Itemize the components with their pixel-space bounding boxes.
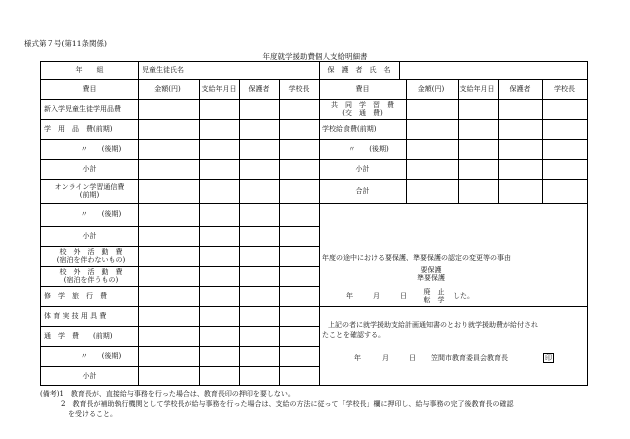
- change-month: 月: [373, 291, 380, 300]
- row-commute-first: 通 学 費 (前期): [44, 331, 113, 340]
- student-name-label: 児童生徒氏名: [142, 66, 184, 75]
- note-line-3: を受けること。: [40, 410, 117, 419]
- row-online-second: 〃 (後期): [80, 210, 122, 219]
- change-day: 日: [400, 291, 407, 300]
- row-new-enrollment: 新入学児童生徒学用品費: [44, 104, 121, 113]
- col-paydate-left: 支給年月日: [201, 84, 237, 93]
- col-item-left: 費目: [82, 84, 97, 93]
- allowance-table: [40, 61, 588, 386]
- row-joint-learning: [319, 99, 406, 119]
- row-online-first-label: オンライン学習通信費: [54, 182, 125, 191]
- row-subtotal-2: 小計: [82, 231, 97, 240]
- change-status: [401, 264, 461, 284]
- col-paydate-right: 支給年月日: [459, 84, 495, 93]
- row-joint-learning-sub: (交 通 費): [342, 109, 383, 117]
- confirm-text-1: 上記の者に就学援助支給計画通知書のとおり就学援助費が給付され: [328, 320, 538, 329]
- row-joint-learning-label: 共 同 学 習 費: [331, 100, 394, 109]
- confirm-day: 日: [409, 353, 416, 362]
- form-label: 様式第７号(第11条関係): [24, 39, 107, 48]
- row-pe-equipment: 体 育 実 技 用 具 費: [44, 311, 107, 320]
- change-year: 年: [346, 291, 353, 300]
- confirm-issuer: 笠間市教育委員会教育長: [431, 353, 508, 362]
- row-outside-activity-nostay-sub: (宿泊を伴わないもの): [56, 256, 126, 264]
- note-line-1: (備考)1 教育長が、直接給与事務を行った場合は、教育長印の押印を要しない。: [40, 390, 295, 398]
- row-outside-activity-stay: [44, 266, 138, 286]
- col-amount-left: 金額(円): [154, 84, 181, 93]
- row-school-trip: 修 学 旅 行 費: [44, 291, 107, 300]
- row-subtotal-right: 小計: [355, 164, 370, 173]
- row-school-supplies-second: 〃 (後期): [80, 144, 122, 153]
- reason-abolish: 廃 止: [423, 287, 445, 296]
- confirm-year: 年: [354, 353, 361, 362]
- reason-transfer: 転 学: [423, 296, 445, 304]
- confirm-seal: [543, 351, 557, 365]
- status-semi-protected: 準要保護: [417, 274, 445, 282]
- change-suffix: した。: [453, 291, 474, 300]
- guardian-name-label: 保 護 者 氏 名: [327, 66, 391, 75]
- row-outside-activity-stay-sub: (宿泊を伴うもの): [63, 276, 119, 284]
- row-lunch-first: 学校給食費(前期): [322, 124, 377, 133]
- row-outside-activity-nostay-label: 校 外 活 動 費: [59, 247, 123, 256]
- notes: [40, 389, 600, 419]
- row-online-first: [41, 179, 138, 203]
- col-guardian-right: 保護者: [509, 84, 531, 93]
- row-commute-second: 〃 (後期): [80, 351, 122, 360]
- note-line-2: 2 教育長が補助執行機関として学校長が給与事務を行った場合は、支給の方法に従って「学校長」欄に押印し、給与事務の完了後教育長の確認: [40, 400, 514, 409]
- confirm-text-2: たことを確認する。: [322, 330, 385, 339]
- row-outside-activity-stay-label: 校 外 活 動 費: [59, 267, 123, 276]
- col-guardian-left: 保護者: [248, 84, 270, 93]
- col-amount-right: 金額(円): [417, 84, 445, 93]
- row-total: 合計: [355, 186, 370, 195]
- row-subtotal-3: 小計: [82, 371, 97, 380]
- change-reason: [419, 286, 449, 306]
- status-protected: 要保護: [420, 265, 442, 274]
- confirm-month: 月: [382, 353, 389, 362]
- document-title: 年度就学援助費個人支給明細書: [262, 52, 368, 61]
- row-lunch-second: 〃 (後期): [348, 144, 389, 153]
- col-item-right: 費目: [355, 84, 370, 93]
- row-online-first-sub: (前期): [79, 191, 100, 199]
- grade-class-label: 年 組: [75, 66, 104, 75]
- col-principal-left: 学校長: [288, 84, 310, 93]
- row-school-supplies-first: 学 用 品 費(前期): [44, 124, 113, 133]
- change-heading: 年度の途中における要保護、準要保護の認定の変更等の事由: [322, 253, 511, 262]
- col-principal-right: 学校長: [554, 84, 575, 93]
- row-subtotal-1: 小計: [82, 164, 97, 173]
- row-outside-activity-nostay: [44, 246, 138, 266]
- seal-mark: 印: [545, 353, 552, 362]
